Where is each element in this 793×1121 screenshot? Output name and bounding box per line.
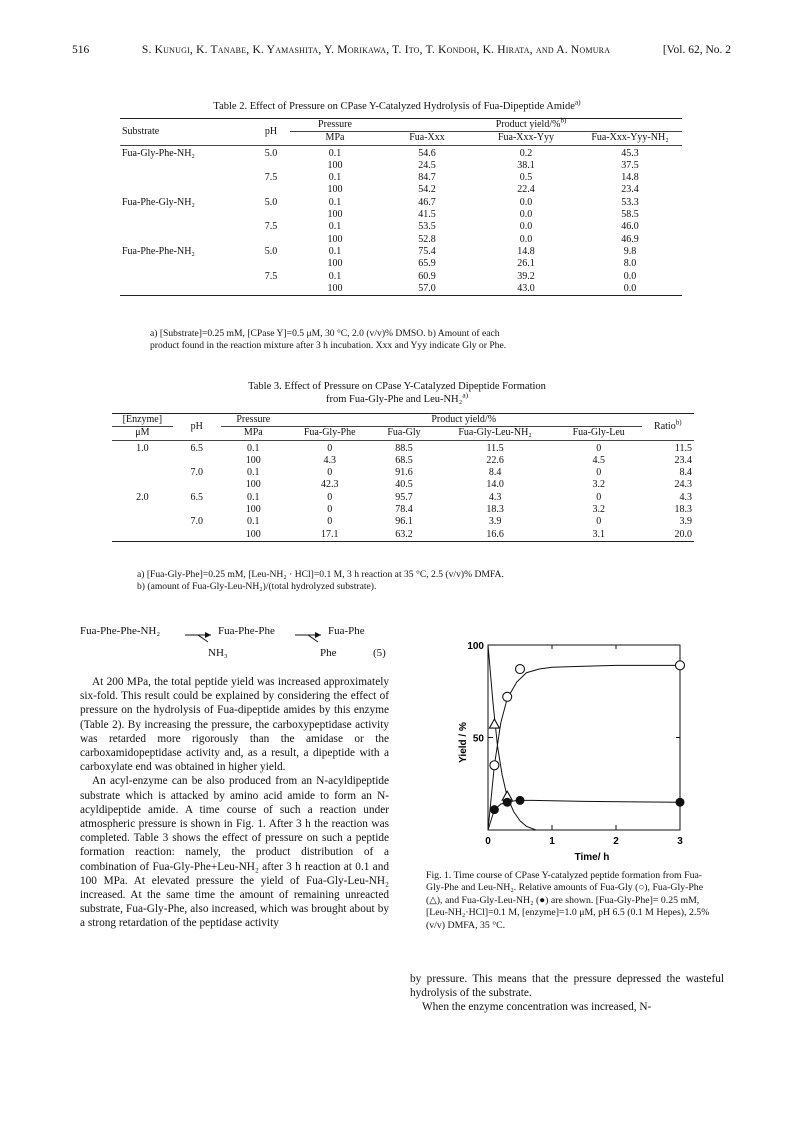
table-cell: 100	[327, 184, 343, 196]
table-cell: 0.0	[519, 209, 533, 221]
table-cell: 7.0	[190, 467, 204, 479]
table2-footnote: a) [Substrate]=0.25 mM, [CPase Y]=0.5 μM, 30 °C, 2.0 (v/v)% DMSO. b) Amount of each product found in the reaction mixture after 3 h incubation. Xxx and Yyy indicate Gly or Phe.	[150, 328, 507, 351]
table-cell: 53.3	[621, 196, 639, 208]
table-cell: 22.4	[517, 184, 535, 196]
table-cell: 0.1	[328, 147, 342, 159]
table-cell: 24.5	[418, 159, 436, 171]
table-cell: 0.1	[328, 245, 342, 257]
data-point-open-circle	[676, 661, 685, 670]
table-cell	[173, 504, 221, 516]
table-cell: 38.1	[517, 159, 535, 171]
paragraph: At 200 MPa, the total peptide yield was increased approximately six-fold. This result could be explained by considering the effect of pressure on the hydrolysis of Fua-dipeptide amides by this enzyme (Table 2). By increasing the pressure, the carboxypeptidase activity was retarded more rigorously than the amidase or the carboxamidopeptidase activity and, as a result, a dipeptide with a carboxylate end was obtained in higher yield.	[80, 676, 389, 774]
data-point-open-circle	[503, 692, 512, 701]
table-cell: 0.1	[328, 196, 342, 208]
col-yield: Product yield/%	[286, 414, 642, 427]
table-cell: 16.6	[486, 528, 504, 540]
table-cell	[173, 529, 221, 542]
table-cell: 3.2	[592, 504, 605, 516]
table3	[112, 413, 694, 544]
table-cell: 46.9	[621, 233, 639, 245]
table-cell: 100	[327, 233, 343, 245]
table-cell	[252, 283, 290, 296]
table-cell: Fua-Phe-Phe-NH₂	[122, 245, 195, 257]
table-cell: 5.0	[264, 147, 278, 159]
table-row	[112, 492, 694, 504]
table-cell: Fua-Phe-Gly-NH₂	[122, 196, 195, 208]
table-cell: 0.2	[519, 147, 533, 159]
table-cell: 7.5	[264, 172, 278, 184]
table-cell: 60.9	[418, 270, 436, 282]
table-row	[112, 504, 694, 516]
table-row	[120, 197, 682, 209]
table-cell	[252, 258, 290, 270]
table-cell: 5.0	[264, 245, 278, 257]
col-ratio: Ratio$^{b)}$	[654, 418, 682, 432]
table-cell: 0	[327, 467, 333, 479]
table-cell: 0.1	[247, 491, 260, 503]
table-cell: 75.4	[418, 245, 436, 257]
col-fua-gly-phe: Fua-Gly-Phe	[303, 427, 356, 439]
col-mpa: MPa	[243, 427, 263, 439]
col-pressure: Pressure	[221, 414, 286, 427]
time-course-chart	[440, 615, 700, 865]
table-cell: 0	[596, 467, 602, 479]
col-pressure: Pressure	[290, 119, 380, 132]
table-cell: 96.1	[395, 516, 413, 528]
col-yield: Product yield/%$^{b)}$	[380, 119, 682, 132]
table-cell: 0.1	[247, 467, 260, 479]
y-tick-label: 100	[467, 641, 484, 652]
table-cell: 9.8	[623, 245, 637, 257]
table-cell: 2.0	[136, 491, 149, 503]
paragraph: When the enzyme concentration was increased, N-	[422, 1001, 652, 1014]
table-cell: 68.5	[395, 454, 413, 466]
table-cell: 4.3	[679, 491, 692, 503]
table-cell: 3.9	[488, 516, 502, 528]
table-cell: 0	[327, 516, 333, 528]
table-cell: 40.5	[395, 479, 413, 491]
table-row	[120, 160, 682, 172]
paragraph: by pressure. This means that the pressure depressed the wasteful hydrolysis of the substrate.	[410, 973, 724, 1000]
table-row	[120, 172, 682, 184]
y-tick-label: 50	[472, 733, 484, 745]
table-cell: 91.6	[395, 467, 413, 479]
table-cell	[112, 516, 173, 528]
table-cell: 8.0	[623, 258, 637, 270]
table-cell: 1.0	[136, 442, 149, 454]
table-cell: 0.1	[328, 221, 342, 233]
left-column-text	[80, 675, 389, 931]
table-cell	[120, 271, 252, 283]
table-cell: 14.8	[517, 245, 535, 257]
table-cell: 0.1	[247, 516, 260, 528]
table-cell: 0	[327, 491, 333, 503]
table-cell	[120, 234, 252, 246]
table-cell: 11.5	[674, 442, 692, 454]
table-cell: 100	[327, 159, 343, 171]
table-cell: 18.3	[674, 504, 692, 516]
data-point-open-circle	[490, 761, 499, 770]
table-cell: 6.5	[190, 442, 204, 454]
table-cell	[173, 479, 221, 491]
table-row	[112, 440, 694, 455]
table-cell: 7.0	[190, 516, 204, 528]
table-row	[120, 209, 682, 221]
data-point-filled-circle	[676, 798, 685, 807]
table-cell: 0.0	[519, 196, 533, 208]
table-cell: 84.7	[418, 172, 436, 184]
table-cell	[120, 160, 252, 172]
data-point-filled-circle	[503, 798, 512, 807]
table-cell	[252, 209, 290, 221]
col-fua-gly: Fua-Gly	[387, 427, 421, 439]
table-cell: 26.1	[517, 258, 535, 270]
table-cell	[252, 184, 290, 196]
table-cell: 88.5	[395, 442, 413, 454]
table-cell: 8.4	[679, 467, 692, 479]
x-tick-label: 1	[549, 836, 555, 847]
table-cell: 0.1	[328, 270, 342, 282]
table-cell: 23.4	[621, 184, 639, 196]
series-1-curve	[488, 665, 680, 830]
table-cell: 0.0	[519, 233, 533, 245]
table-cell: 11.5	[486, 442, 504, 454]
data-point-filled-circle	[516, 796, 525, 805]
table-cell: 37.5	[621, 159, 639, 171]
table-cell: 39.2	[517, 270, 535, 282]
table-cell: 54.2	[418, 184, 436, 196]
table-cell	[120, 172, 252, 184]
table-cell: 100	[327, 258, 343, 270]
table-cell: 53.5	[418, 221, 436, 233]
col-ph: pH	[190, 420, 203, 432]
table-cell	[252, 234, 290, 246]
col-substrate: Substrate	[122, 125, 160, 137]
table-cell: 3.9	[679, 516, 692, 528]
col-um: μM	[135, 427, 150, 439]
table-cell	[112, 504, 173, 516]
table-cell	[252, 160, 290, 172]
page-number: 516	[72, 44, 90, 56]
table-cell: 100	[245, 479, 261, 491]
series-3-curve	[488, 800, 680, 830]
table2-title: Table 2. Effect of Pressure on CPase Y-Catalyzed Hydrolysis of Fua-Dipeptide Amide$^{a)}$	[213, 97, 581, 112]
col-fua-xxx: Fua-Xxx	[409, 132, 445, 144]
table-cell: 8.4	[488, 467, 502, 479]
data-point-open-triangle	[489, 719, 499, 728]
table-row	[120, 258, 682, 270]
table-cell: 0	[327, 442, 333, 454]
table-cell	[112, 467, 173, 479]
table-cell: 4.3	[488, 491, 502, 503]
table-row	[120, 145, 682, 160]
table-row	[112, 467, 694, 479]
table-cell	[112, 455, 173, 467]
table-cell: 54.6	[418, 147, 436, 159]
col-fua-xxx-yyy-nh2: Fua-Xxx-Yyy-NH₂	[591, 132, 669, 144]
col-fua-xxx-yyy: Fua-Xxx-Yyy	[497, 132, 555, 144]
col-fua-gly-leu-nh2: Fua-Gly-Leu-NH₂	[458, 427, 532, 439]
table-cell: 42.3	[320, 479, 339, 491]
table-cell: 46.7	[418, 196, 436, 208]
table-row	[120, 234, 682, 246]
table-cell: 17.1	[320, 528, 339, 540]
reaction-arrow-icon	[294, 627, 324, 643]
x-axis-label: Time/ h	[574, 852, 610, 863]
volume-info: [Vol. 62, No. 2	[662, 44, 731, 56]
table-cell: 4.3	[323, 454, 336, 466]
table-row	[120, 283, 682, 296]
running-header	[72, 44, 731, 56]
table-cell: 23.4	[674, 454, 692, 466]
table-cell: 0.0	[623, 270, 637, 282]
data-point-open-circle	[516, 665, 525, 674]
table-cell: 5.0	[264, 196, 278, 208]
x-tick-label: 2	[613, 836, 619, 847]
table-cell	[173, 455, 221, 467]
table-row	[112, 529, 694, 542]
table-cell: 0	[327, 504, 333, 516]
table-cell: 100	[327, 209, 343, 221]
table-cell: 20.0	[674, 528, 692, 540]
table-row	[112, 455, 694, 467]
table2	[120, 118, 682, 298]
col-mpa: MPa	[325, 132, 345, 144]
table3-title: Table 3. Effect of Pressure on CPase Y-Catalyzed Dipeptide Formation from Fua-Gly-Phe and Leu-NH₂$^{a)}$	[248, 381, 546, 405]
table-cell: 41.5	[418, 209, 436, 221]
table-cell: 0.1	[328, 172, 342, 184]
table-cell	[120, 258, 252, 270]
table-cell: 65.9	[418, 258, 436, 270]
col-enzyme: [Enzyme]	[112, 414, 173, 427]
table-cell: 3.1	[592, 528, 605, 540]
table-cell: 0.0	[519, 221, 533, 233]
table-cell: 24.3	[674, 479, 692, 491]
table-cell: 4.5	[592, 454, 605, 466]
reaction-scheme: Fua-Phe-Phe-NH₂ Fua-Phe-Phe Fua-Phe NH₃ Phe (5)	[80, 625, 386, 659]
table-cell: 100	[327, 282, 343, 294]
table-cell: 14.8	[621, 172, 639, 184]
table-row	[120, 271, 682, 283]
table-cell: 18.3	[486, 504, 504, 516]
right-column-text	[410, 972, 724, 1015]
table-cell	[120, 221, 252, 233]
table-cell: 22.6	[486, 454, 504, 466]
table-cell: 45.3	[621, 147, 639, 159]
table-cell: 14.0	[486, 479, 504, 491]
table-row	[120, 184, 682, 196]
reaction-arrow-icon	[184, 627, 214, 643]
table-cell: 7.5	[264, 270, 278, 282]
paragraph: An acyl-enzyme can be also produced from an N-acyldipeptide substrate which is attacked by amino acid amide to form an N-acyldipeptide amide. A time course of such a reaction under atmospheric pressure is shown in Fig. 1. After 3 h the reaction was completed. Table 3 shows the effect of pressure on such a peptide formation reaction: namely, the product distribution of a combination of Fua-Gly-Phe+Leu-NH₂ after 3 h reaction at 0.1 and 100 MPa. At elevated pressure the yield of Fua-Gly-Leu-NH₂ increased. At the same time the amount of remaining unreacted substrate, Fua-Gly-Phe, also increased, which was brought about by a strong retardation of the peptidase activity	[80, 775, 389, 930]
table-cell	[112, 479, 173, 491]
col-ph: pH	[264, 125, 278, 137]
table-cell	[120, 283, 252, 296]
figure-caption: Fig. 1. Time course of CPase Y-catalyzed peptide formation from Fua-Gly-Phe and Leu-NH₂. Relative amounts of Fua-Gly (○), Fua-Gly-Phe (△), and Fua-Gly-Leu-NH₂ (●) are shown. [Fua-Gly-Phe]= 0.25 mM, [Leu-NH₂·HCl]=0.1 M, [enzyme]=1.0 μM, pH 6.5 (0.1 M Hepes), 2.5%(v/v) DMFA, 35 °C.	[426, 870, 710, 931]
table-cell: 0.0	[623, 282, 637, 294]
table-cell: 0.1	[247, 442, 260, 454]
series-2-curve	[488, 645, 536, 830]
table-row	[112, 479, 694, 491]
table3-footnote: a) [Fua-Gly-Phe]=0.25 mM, [Leu-NH₂ · HCl]=0.1 M, 3 h reaction at 35 °C, 2.5 (v/v)% DMFA. b) (amount of Fua-Gly-Leu-NH₂)/(total hydrolyzed substrate).	[137, 569, 504, 592]
col-fua-gly-leu: Fua-Gly-Leu	[572, 427, 625, 439]
y-axis-label: Yield / %	[458, 722, 469, 763]
author-list: S. Kunugi, K. Tanabe, K. Yamashita, Y. Morikawa, T. Ito, T. Kondoh, K. Hirata, and A. Nomura	[141, 44, 611, 56]
table-cell: Fua-Gly-Phe-NH₂	[122, 147, 195, 159]
table-cell: 78.4	[395, 504, 413, 516]
table-row	[112, 516, 694, 528]
table-cell: 95.7	[395, 491, 413, 503]
table-row	[120, 221, 682, 233]
table-cell: 0	[596, 516, 602, 528]
table-cell: 100	[245, 504, 261, 516]
table-cell: 63.2	[395, 528, 413, 540]
table-cell: 100	[245, 454, 261, 466]
table-cell	[112, 529, 173, 542]
x-tick-label: 0	[485, 836, 491, 847]
table-cell: 100	[245, 528, 261, 540]
table-cell: 7.5	[264, 221, 278, 233]
table-cell: 6.5	[190, 491, 204, 503]
table-cell: 52.8	[418, 233, 436, 245]
data-point-filled-circle	[490, 805, 499, 814]
table-cell: 0	[596, 491, 602, 503]
x-tick-label: 3	[677, 836, 683, 847]
table-cell: 0.5	[519, 172, 533, 184]
table-row	[120, 246, 682, 258]
table-cell: 43.0	[517, 282, 535, 294]
table-cell	[120, 209, 252, 221]
table-cell: 0	[596, 442, 602, 454]
table-cell: 46.0	[621, 221, 639, 233]
table-cell: 58.5	[621, 209, 639, 221]
table-cell: 57.0	[418, 282, 436, 294]
figure-1	[440, 615, 700, 865]
table-cell	[120, 184, 252, 196]
table-cell: 3.2	[592, 479, 605, 491]
